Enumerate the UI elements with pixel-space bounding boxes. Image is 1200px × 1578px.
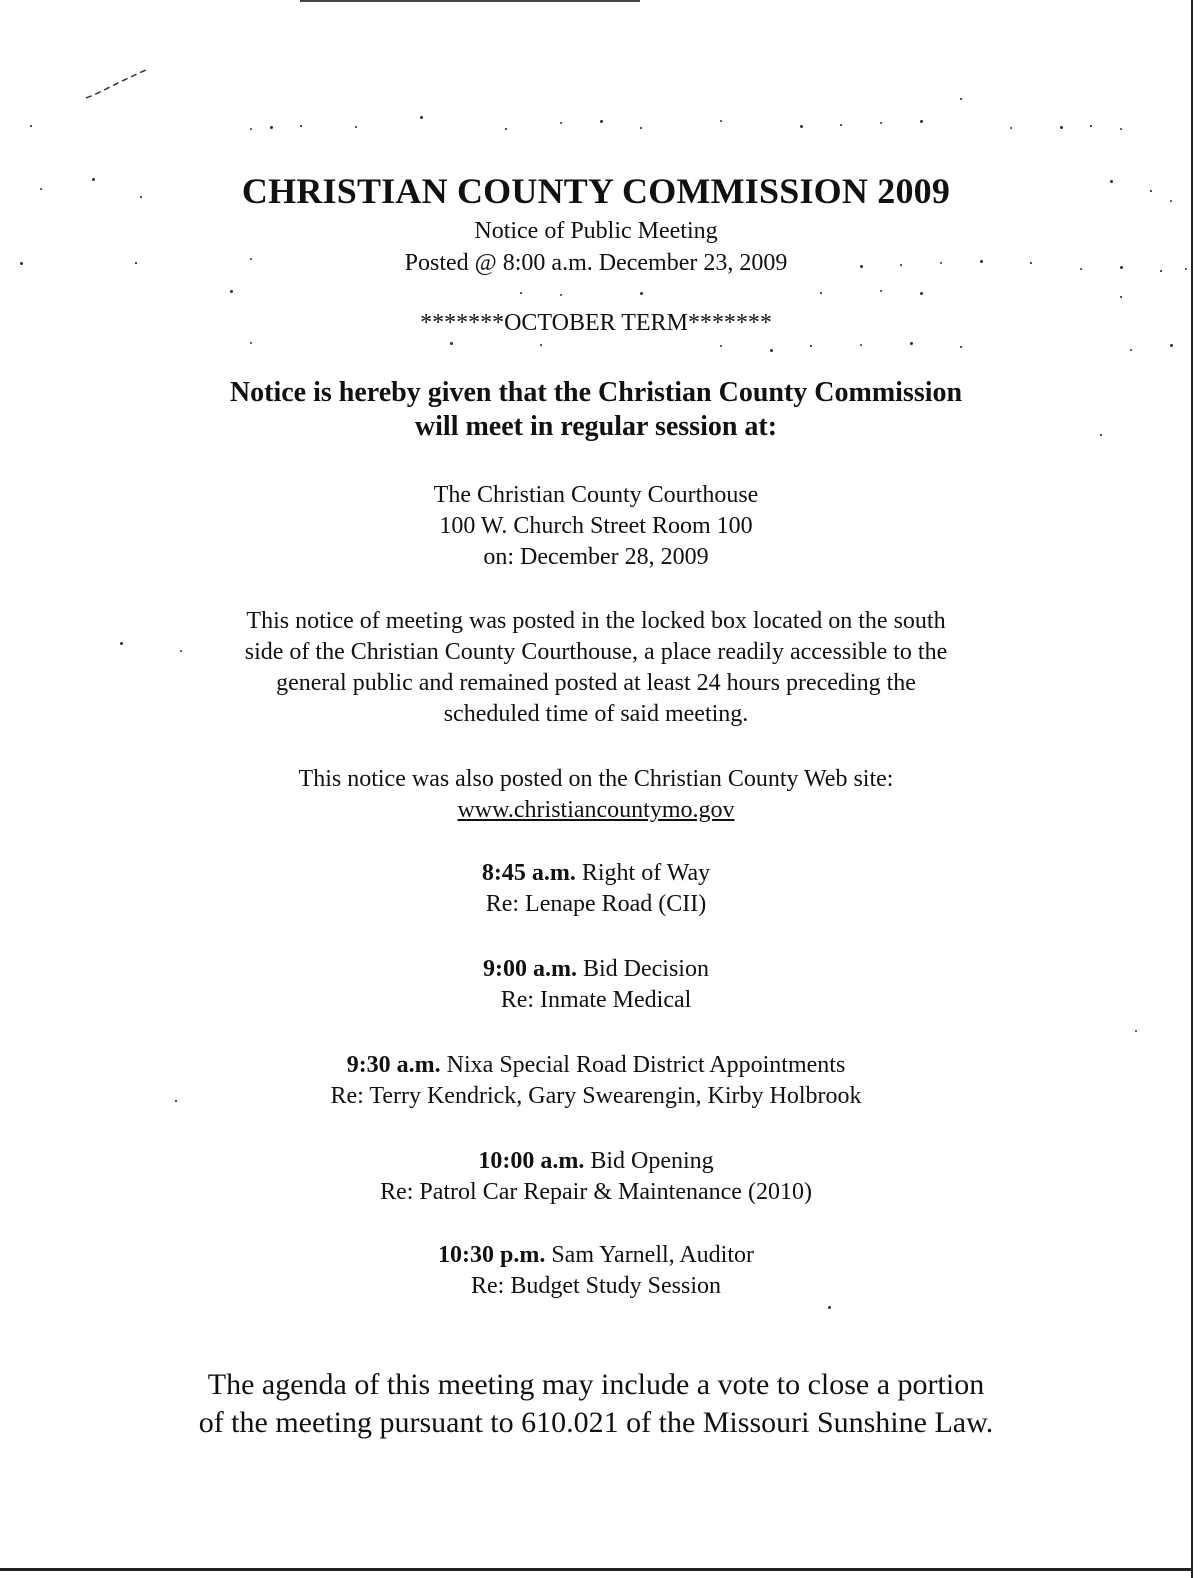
agenda-time: 10:00 a.m. [478,1148,585,1174]
scan-speck [600,120,603,123]
scan-speck [810,345,812,347]
agenda-regarding: Re: Budget Study Session [470,1273,722,1299]
scan-speck [910,342,913,345]
scan-speck [250,128,252,130]
agenda-item [0,858,1192,889]
agenda-time: 9:30 a.m. [346,1052,441,1078]
notice-heading-line-1: Notice is hereby given that the Christian County Commission [229,377,963,408]
posting-statement-line-4: scheduled time of said meeting. [443,701,749,727]
posting-statement-line-3: general public and remained posted at least 24 hours preceding the [276,670,916,696]
scan-speck [1090,125,1092,127]
posting-statement-line-2: side of the Christian County Courthouse, a place readily accessible to the [244,639,948,665]
scan-speck [800,125,803,128]
scan-speck [820,292,822,294]
agenda-title: Nixa Special Road District Appointments [446,1052,846,1078]
scan-speck [720,345,722,347]
scan-speck [270,126,273,129]
location-address: 100 W. Church Street Room 100 [439,513,753,539]
scan-speck [720,120,722,122]
website-link[interactable]: www.christiancountymo.gov [457,797,735,823]
closing-statement-line-1: The agenda of this meeting may include a vote to close a portion [207,1368,985,1401]
website-link-row [0,795,1192,826]
agenda-time: 10:30 p.m. [437,1242,546,1268]
scan-speck [860,344,862,346]
agenda-regarding: Re: Terry Kendrick, Gary Swearengin, Kirby Holbrook [330,1083,862,1109]
scan-speck [1010,127,1012,129]
closing-statement-line-2: of the meeting pursuant to 610.021 of the Missouri Sunshine Law. [198,1406,994,1439]
scan-speck [30,125,32,127]
scan-speck [505,128,507,130]
scan-speck [450,342,453,345]
scan-speck [880,122,882,124]
agenda-item [0,1050,1192,1081]
scan-speck [355,126,357,128]
scan-speck [250,342,252,344]
location-building: The Christian County Courthouse [433,482,759,508]
scan-speck [840,124,842,126]
agenda-item [0,1240,1192,1271]
scan-speck [300,125,302,127]
agenda-regarding: Re: Lenape Road (CII) [485,891,707,917]
scan-speck [920,120,923,123]
document-title: CHRISTIAN COUNTY COMMISSION 2009 [241,171,951,211]
scan-speck [1170,344,1173,347]
agenda-title: Right of Way [581,860,711,886]
meeting-date: on: December 28, 2009 [483,544,709,570]
scan-speck [920,292,923,295]
agenda-regarding: Re: Inmate Medical [500,987,692,1013]
scan-bottom-border [0,1568,1193,1571]
posting-statement-line-1: This notice of meeting was posted in the locked box located on the south [246,608,946,634]
agenda-title: Sam Yarnell, Auditor [551,1242,755,1268]
notice-heading-line-2: will meet in regular session at: [414,411,778,442]
agenda-title: Bid Opening [590,1148,714,1174]
term-banner: *******OCTOBER TERM******* [420,310,772,336]
agenda-regarding: Re: Patrol Car Repair & Maintenance (2010) [380,1179,812,1205]
posted-timestamp: Posted @ 8:00 a.m. December 23, 2009 [404,250,788,276]
scan-speck [1120,296,1122,298]
scan-speck [420,116,423,119]
scan-speck [540,344,542,346]
scan-speck [828,1306,831,1309]
agenda-item [0,1146,1192,1177]
scan-speck [230,290,233,293]
scan-speck [520,292,522,294]
web-statement: This notice was also posted on the Christian County Web site: [298,766,894,792]
scan-speck [640,127,642,129]
scan-speck [1120,128,1122,130]
scan-scribble-mark [84,64,154,104]
scan-speck [640,292,643,295]
scan-speck [560,122,562,124]
scan-speck [960,346,962,348]
scan-speck [770,349,773,352]
document-subtitle: Notice of Public Meeting [474,218,718,244]
scan-top-line [300,0,640,2]
scan-speck [960,98,962,100]
agenda-item [0,954,1192,985]
agenda-time: 8:45 a.m. [481,860,576,886]
agenda-time: 9:00 a.m. [483,956,577,982]
scan-speck [1135,1030,1137,1032]
agenda-title: Bid Decision [582,956,709,982]
scan-speck [560,294,562,296]
scan-speck [1060,126,1063,129]
scan-speck [1130,349,1132,351]
scan-speck [880,290,882,292]
